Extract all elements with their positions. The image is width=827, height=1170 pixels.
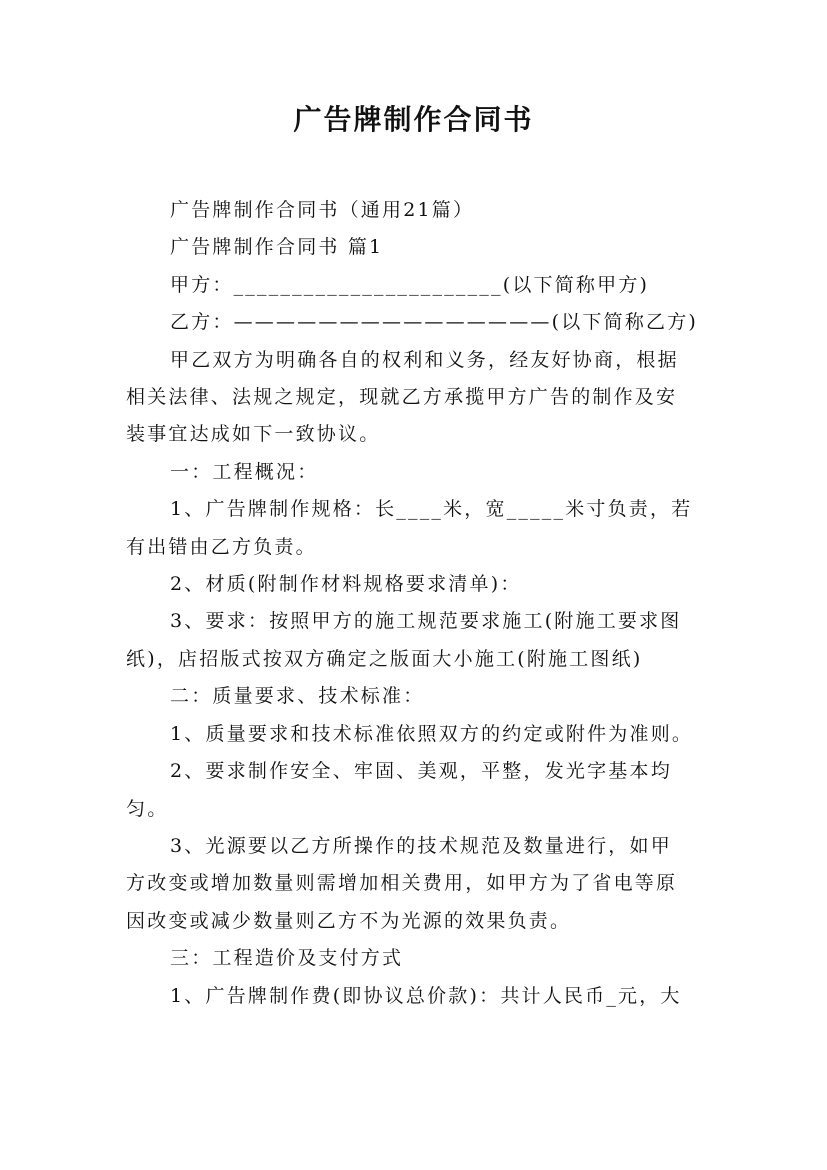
paragraph-intro-line-3: 装事宜达成如下一致协议。: [126, 423, 381, 446]
paragraph-item-2-1: 1、质量要求和技术标准依照双方的约定或附件为准则。: [170, 722, 694, 745]
paragraph-party-a: 甲方：_______________________(以下简称甲方): [170, 273, 650, 296]
paragraph-item-2-2-line-2: 匀。: [126, 797, 169, 820]
paragraph-intro-line-1: 甲乙双方为明确各自的权利和义务，经友好协商，根据: [170, 348, 679, 371]
paragraph-item-1-1-line-2: 有出错由乙方负责。: [126, 535, 317, 558]
paragraph-subtitle: 广告牌制作合同书（通用21篇）: [170, 199, 475, 221]
document-body: [126, 192, 706, 1015]
paragraph-item-2-2-line-1: 2、要求制作安全、牢固、美观，平整，发光字基本均: [170, 760, 672, 783]
paragraph-section-heading: 广告牌制作合同书 篇1: [170, 236, 384, 259]
paragraph-item-2-3-line-1: 3、光源要以乙方所操作的技术规范及数量进行，如甲: [170, 834, 672, 857]
paragraph-item-1-3-line-1: 3、要求：按照甲方的施工规范要求施工(附施工要求图: [170, 610, 682, 633]
heading-section-3: 三：工程造价及支付方式: [170, 947, 404, 970]
paragraph-item-1-2: 2、材质(附制作材料规格要求清单)：: [170, 573, 522, 596]
paragraph-item-1-3-line-2: 纸)，店招版式按双方确定之版面大小施工(附施工图纸): [126, 647, 643, 670]
heading-section-2: 二：质量要求、技术标准：: [170, 685, 425, 708]
paragraph-item-1-1-line-1: 1、广告牌制作规格：长____米，宽_____米寸负责，若: [170, 498, 693, 521]
document-title: 广告牌制作合同书: [293, 103, 534, 136]
paragraph-item-2-3-line-2: 方改变或增加数量则需增加相关费用，如甲方为了省电等原: [126, 872, 678, 895]
heading-section-1: 一：工程概况：: [170, 460, 319, 483]
paragraph-party-b: 乙方：———————————————(以下简称乙方): [170, 311, 699, 334]
paragraph-intro-line-2: 相关法律、法规之规定，现就乙方承揽甲方广告的制作及安: [126, 386, 678, 409]
paragraph-item-3-1-line-1: 1、广告牌制作费(即协议总价款)：共计人民币_元，大: [170, 984, 682, 1007]
paragraph-item-2-3-line-3: 因改变或减少数量则乙方不为光源的效果负责。: [126, 909, 572, 932]
